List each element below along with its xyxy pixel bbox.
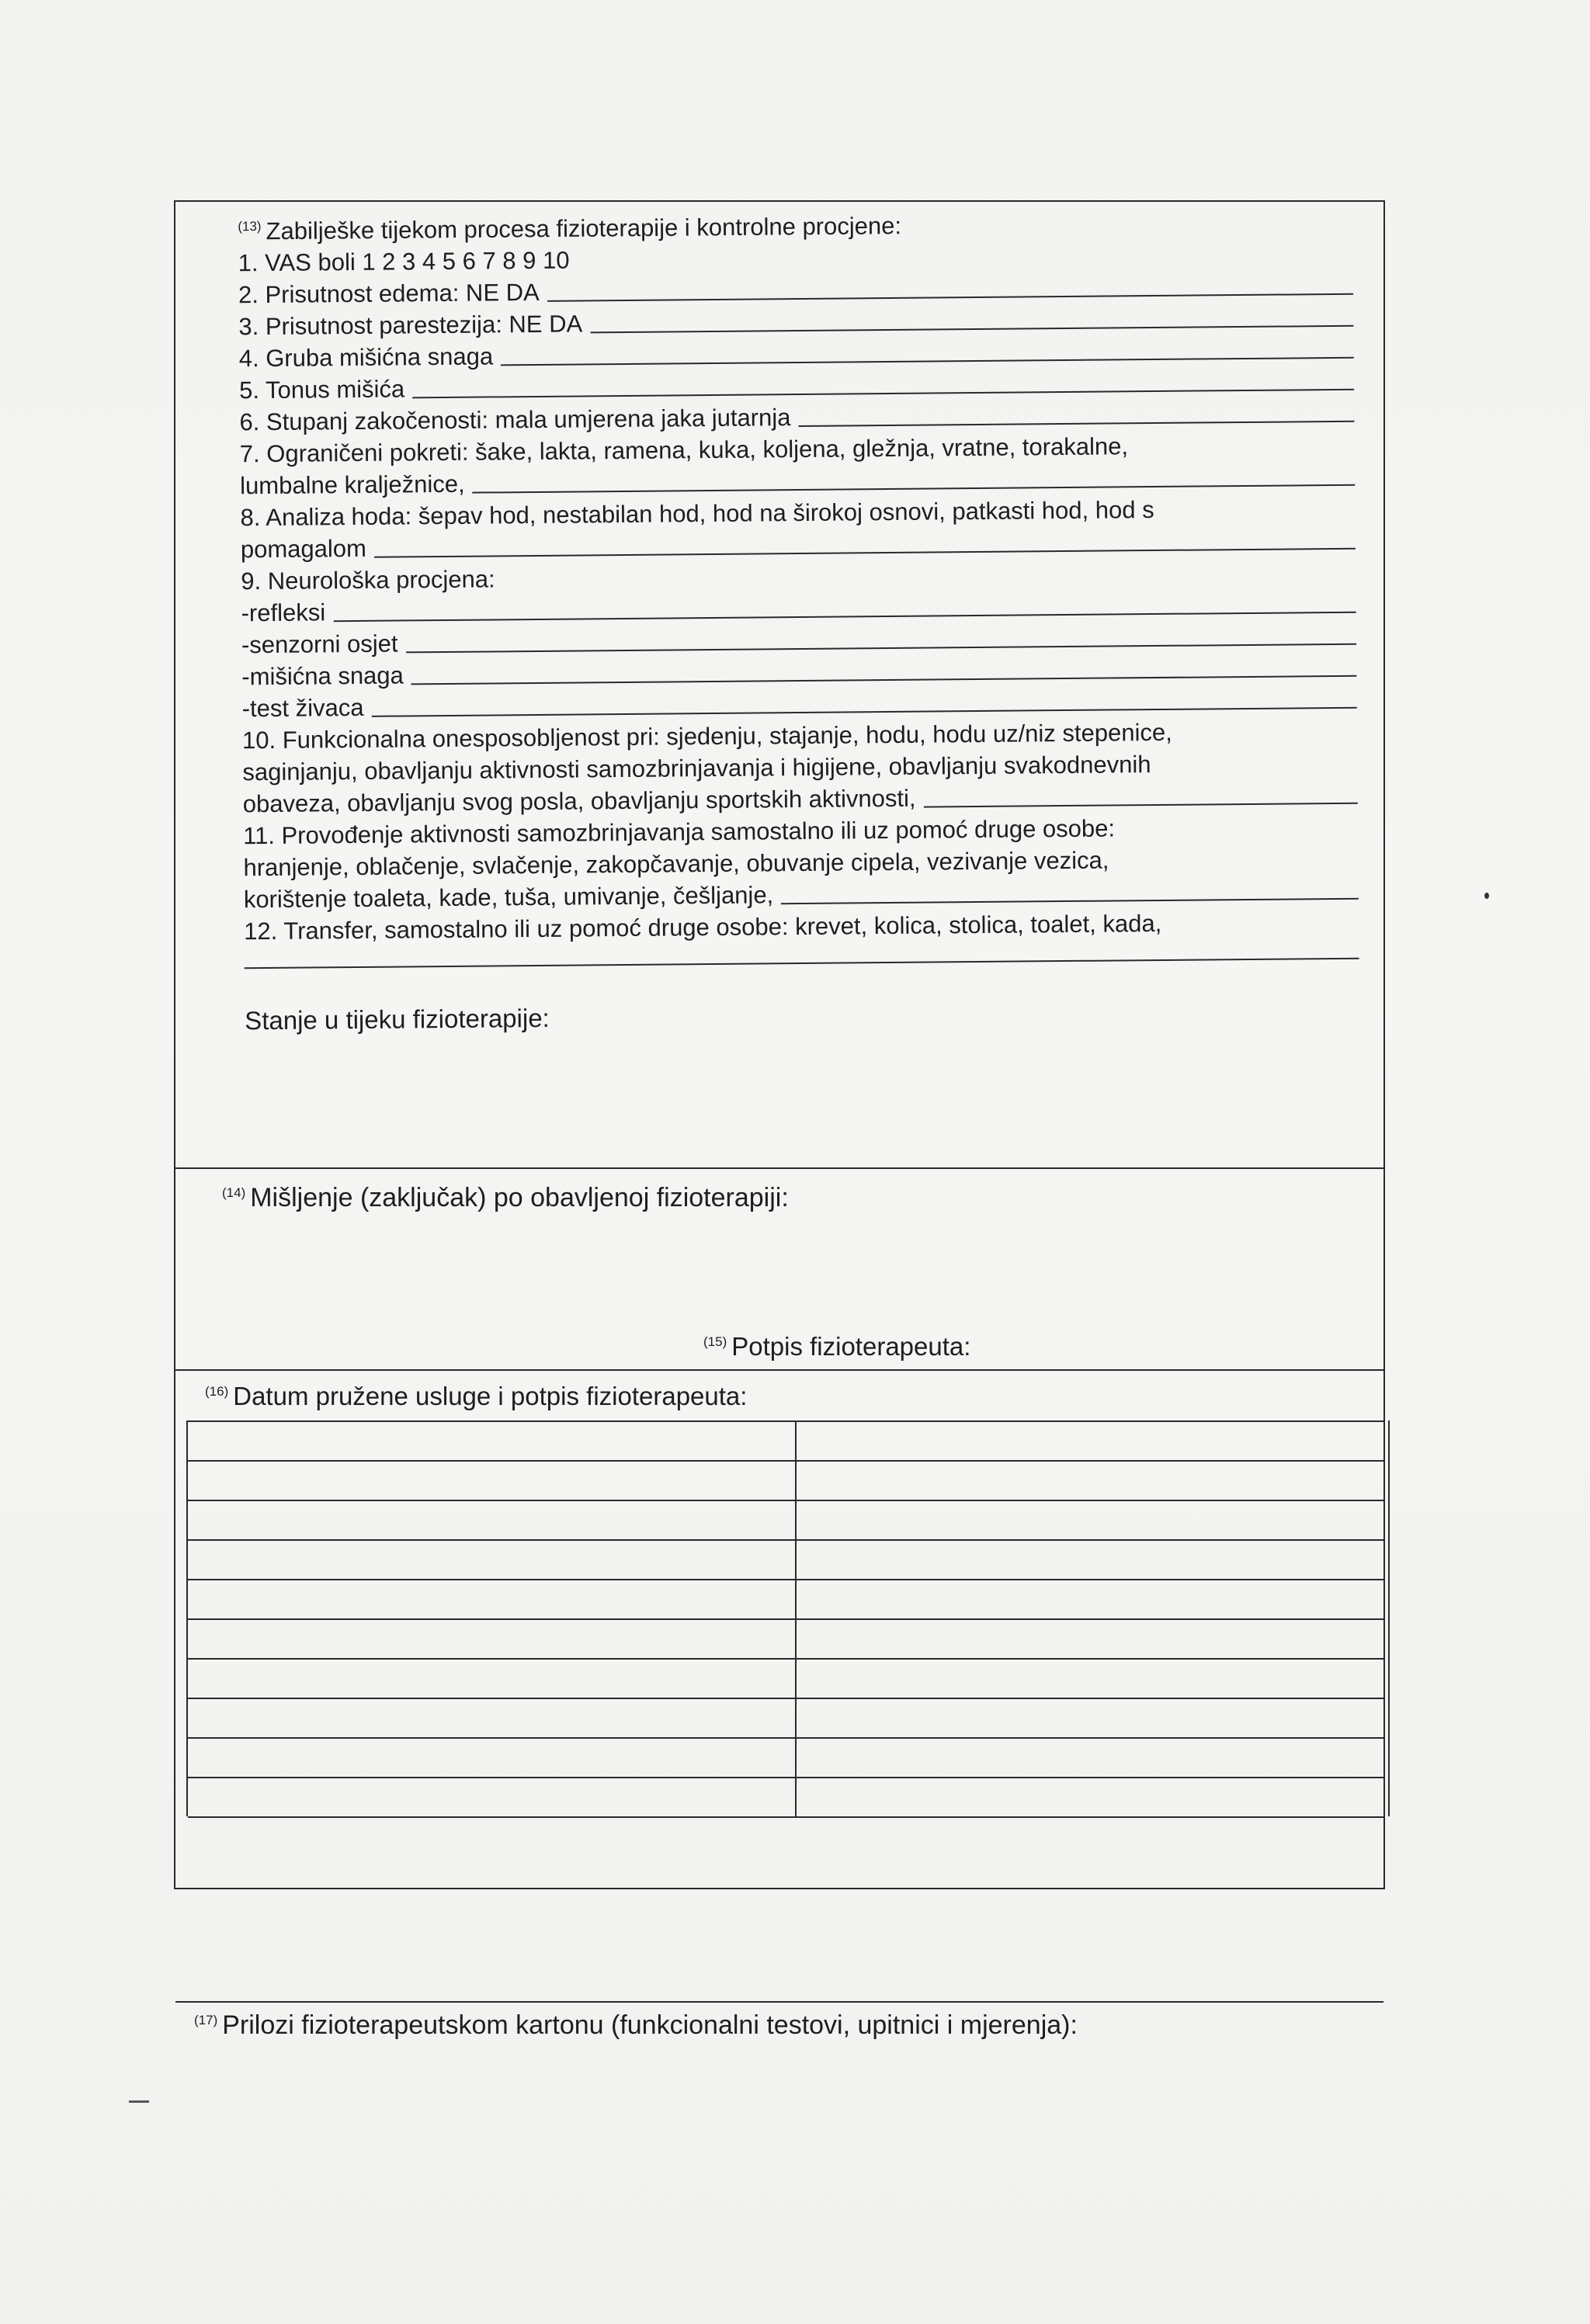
- table-row: [188, 1579, 1383, 1580]
- functional-fill-line[interactable]: [924, 803, 1358, 808]
- item-selfcare: 11. Provođenje aktivnosti samozbrinjavanja samostalno ili uz pomoć druge osobe:: [242, 814, 1116, 850]
- conclusion-title: Mišljenje (zaključak) po obavljenoj fizioterapiji:: [250, 1183, 789, 1212]
- section-number: (15): [703, 1334, 727, 1349]
- item-nerve-test[interactable]: -test živaca: [242, 683, 1357, 725]
- item-gait-cont[interactable]: pomagalom: [241, 524, 1356, 566]
- attachments-title: Prilozi fizioterapeutskom kartonu (funkcionalni testovi, upitnici i mjerenja):: [222, 2010, 1078, 2040]
- item-functional: 10. Funkcionalna onesposobljenost pri: sjedenju, stajanje, hodu, hodu uz/niz stepenice,: [241, 719, 1172, 754]
- item-sensory[interactable]: -senzorni osjet: [241, 619, 1356, 661]
- service-date-title: Datum pružene usluge i potpis fizioterapeuta:: [233, 1382, 748, 1410]
- section-number: (13): [238, 219, 262, 234]
- conclusion-section: [175, 1167, 1383, 1375]
- section-number: (16): [205, 1384, 229, 1399]
- therapy-status-label: Stanje u tijeku fizioterapije:: [245, 1004, 550, 1035]
- table-column-divider: [795, 1420, 797, 1816]
- notes-title: Zabilješke tijekom procesa fizioterapije i kontrolne procjene:: [266, 212, 902, 245]
- signature-title: Potpis fizioterapeuta:: [731, 1332, 971, 1361]
- signature-label: [703, 1332, 970, 1361]
- table-column-divider: [1388, 1420, 1390, 1816]
- service-date-heading: [205, 1382, 747, 1411]
- item-muscle-strength[interactable]: 4. Gruba mišićna snaga: [239, 333, 1354, 375]
- table-row: [188, 1698, 1383, 1699]
- item-selfcare-cont1: hranjenje, oblačenje, svlačenje, zakopčavanje, obuvanje cipela, vezivanje vezica,: [243, 846, 1109, 882]
- physiotherapy-form: [174, 200, 1385, 2040]
- service-date-table[interactable]: [186, 1420, 1383, 1816]
- item-selfcare-cont2[interactable]: korištenje toaleta, kade, tuša, umivanje, češljanje,: [244, 874, 1359, 916]
- item-vas: 1. VAS boli 1 2 3 4 5 6 7 8 9 10: [238, 246, 570, 277]
- table-row: [188, 1539, 1383, 1541]
- signature-line[interactable]: [175, 1369, 1383, 1371]
- limited-movements-fill-line[interactable]: [473, 484, 1355, 494]
- table-row: [188, 1737, 1383, 1739]
- item-paresthesia[interactable]: 3. Prisutnost parestezija: NE DA: [238, 301, 1353, 343]
- item-transfer: 12. Transfer, samostalno ili uz pomoć druge osobe: krevet, kolica, stolica, toalet, kada,: [244, 910, 1162, 945]
- ink-mark: [129, 2100, 149, 2103]
- muscle-strength-fill-line[interactable]: [501, 357, 1354, 366]
- stiffness-fill-line[interactable]: [799, 421, 1355, 427]
- item-functional-cont1: saginjanju, obavljanju aktivnosti samozbrinjavanja i higijene, obavljanju svakodnevnih: [242, 751, 1151, 786]
- table-row: [188, 1816, 1383, 1818]
- item-limited-movements-cont[interactable]: lumbalne kralježnice,: [240, 460, 1355, 502]
- table-row: [188, 1500, 1383, 1501]
- table-row: [188, 1618, 1383, 1620]
- item-neuro: 9. Neurološka procjena:: [241, 565, 495, 595]
- paresthesia-fill-line[interactable]: [590, 325, 1353, 334]
- item-edema[interactable]: 2. Prisutnost edema: NE DA: [238, 269, 1353, 311]
- ink-dot: [1484, 893, 1489, 899]
- attachments-divider: [175, 2001, 1383, 2003]
- attachments-heading: [194, 2010, 1078, 2041]
- item-gait: 8. Analiza hoda: šepav hod, nestabilan hod, hod na širokoj osnovi, patkasti hod, hod s: [240, 496, 1154, 532]
- transfer-fill-line[interactable]: [245, 958, 1359, 969]
- item-neuro-strength[interactable]: -mišićna snaga: [241, 651, 1356, 693]
- table-row: [188, 1460, 1383, 1462]
- item-functional-cont2[interactable]: obaveza, obavljanju svog posla, obavljanju sportskih aktivnosti,: [243, 779, 1358, 820]
- table-row: [188, 1777, 1383, 1778]
- item-limited-movements: 7. Ograničeni pokreti: šake, lakta, ramena, kuka, koljena, gležnja, vratne, torakalne,: [239, 432, 1129, 468]
- item-stiffness[interactable]: 6. Stupanj zakočenosti: mala umjerena jaka jutarnja: [239, 397, 1354, 439]
- section-number: (14): [222, 1185, 246, 1200]
- section-number: (17): [194, 2012, 218, 2027]
- conclusion-heading: [222, 1183, 1337, 1213]
- table-row: [188, 1658, 1383, 1660]
- selfcare-fill-line[interactable]: [781, 898, 1359, 904]
- table-row: [188, 1420, 1383, 1422]
- edema-fill-line[interactable]: [547, 293, 1353, 302]
- item-muscle-tone[interactable]: 5. Tonus mišića: [239, 365, 1354, 407]
- item-reflexes[interactable]: -refleksi: [241, 588, 1356, 630]
- notes-section: [175, 191, 1392, 1167]
- service-date-section: [175, 1375, 1383, 2014]
